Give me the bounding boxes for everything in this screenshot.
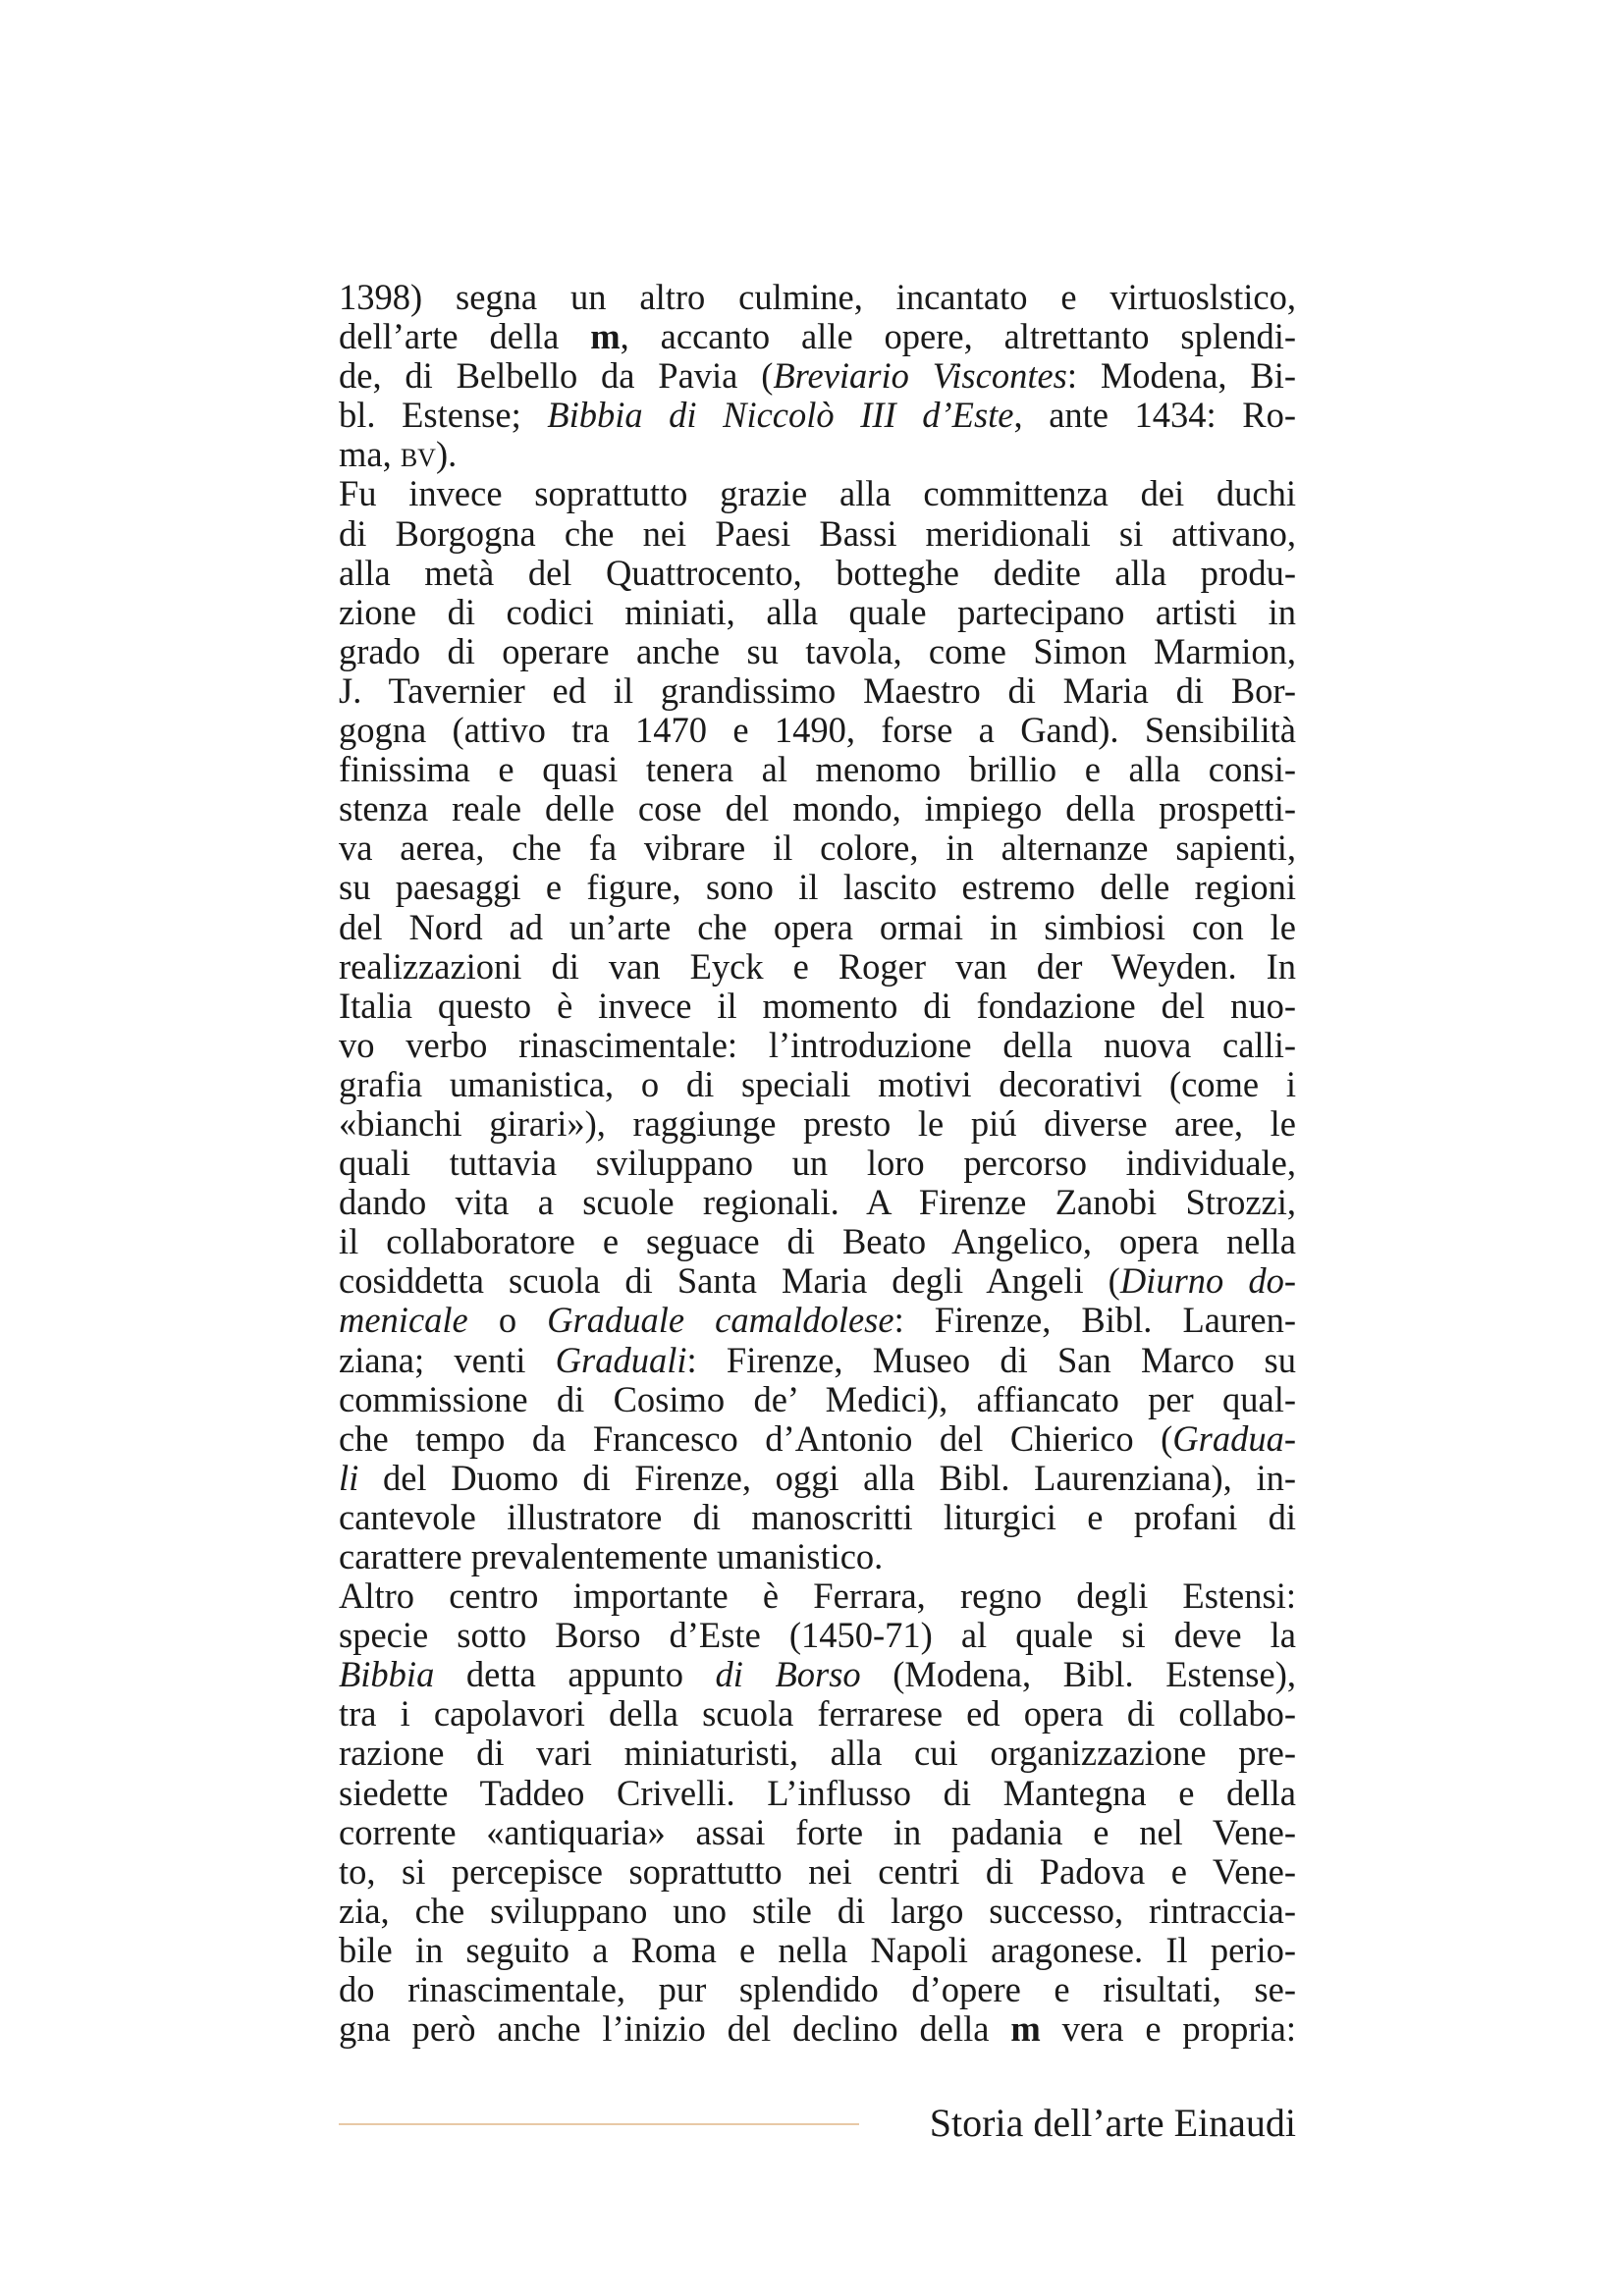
text-run: «bianchi girari»), raggiunge presto le piú diverse aree, le — [339, 1102, 1296, 1144]
text-line — [339, 1852, 1296, 1892]
footer-title: Storia dell’arte Einaudi — [929, 2101, 1296, 2145]
text-run: ziana; venti — [339, 1339, 556, 1380]
text-line — [339, 1104, 1296, 1144]
text-line — [339, 1419, 1296, 1459]
text-run: grado di operare anche su tavola, come Simon Marmion, — [339, 630, 1296, 671]
footer-rule — [339, 2123, 859, 2125]
page-body — [339, 278, 1296, 2049]
text-run: J. Tavernier ed il grandissimo Maestro di Maria di Bor- — [339, 669, 1296, 711]
text-run: stenza reale delle cose del mondo, impiego della prospetti- — [339, 788, 1296, 829]
text-line — [339, 1261, 1296, 1301]
text-run: Fu invece soprattutto grazie alla committenza dei duchi — [339, 473, 1296, 514]
text-run: realizzazioni di van Eyck e Roger van der Weyden. In — [339, 945, 1296, 987]
text-line — [339, 1734, 1296, 1773]
text-line — [339, 1026, 1296, 1065]
text-line — [339, 711, 1296, 750]
text-line — [339, 1380, 1296, 1419]
text-run: , accanto alle opere, altrettanto splendi- — [620, 316, 1296, 357]
text-run: di Borgogna che nei Paesi Bassi meridionali si attivano, — [339, 512, 1296, 554]
footer — [339, 2101, 1296, 2150]
text-line — [339, 1537, 1296, 1576]
text-run: del Duomo di Firenze, oggi alla Bibl. Laurenziana), in- — [358, 1457, 1296, 1498]
text-run: do rinascimentale, pur splendido d’opere e risultati, se- — [339, 1969, 1296, 2010]
italic-text: Diurno do- — [1119, 1260, 1297, 1302]
text-line — [339, 1813, 1296, 1852]
text-run: va aerea, che fa vibrare il colore, in alternanze sapienti, — [339, 828, 1296, 869]
text-run: gna però anche l’inizio del declino della — [339, 2008, 1011, 2050]
text-run: specie sotto Borso d’Este (1450-71) al quale si deve la — [339, 1615, 1296, 1656]
text-run: : Firenze, Museo di San Marco su — [686, 1339, 1296, 1380]
text-line — [339, 2009, 1296, 2049]
text-line — [339, 1301, 1296, 1340]
text-line — [339, 1144, 1296, 1183]
text-run: gogna (attivo tra 1470 e 1490, forse a Gand). Sensibilità — [339, 710, 1296, 751]
text-line — [339, 435, 1296, 474]
text-run: Altro centro importante è Ferrara, regno degli Estensi: — [339, 1575, 1296, 1617]
text-line — [339, 868, 1296, 907]
text-run: (Modena, Bibl. Estense), — [860, 1654, 1296, 1695]
text-run: detta appunto — [434, 1654, 716, 1695]
text-run: vo verbo rinascimentale: l’introduzione della nuova calli- — [339, 1024, 1296, 1065]
text-line — [339, 632, 1296, 671]
text-run: vera e propria: — [1040, 2008, 1296, 2050]
text-run: cosiddetta scuola di Santa Maria degli Angeli ( — [339, 1260, 1120, 1302]
text-run: finissima e quasi tenera al menomo brillio e alla consi- — [339, 749, 1296, 790]
text-run: o — [467, 1300, 548, 1341]
text-line — [339, 947, 1296, 987]
italic-text: di Borso — [715, 1654, 861, 1695]
text-line — [339, 1576, 1296, 1616]
text-run: grafia umanistica, o di speciali motivi decorativi (come i — [339, 1063, 1296, 1104]
italic-text: Gradua- — [1172, 1417, 1296, 1459]
small-caps-abbrev: bv — [400, 434, 436, 475]
italic-text: Graduali — [555, 1339, 687, 1380]
text-line — [339, 356, 1296, 396]
text-run: cantevole illustratore di manoscritti liturgici e profani di — [339, 1496, 1296, 1537]
italic-text: li — [339, 1457, 359, 1498]
text-run: 1398) segna un altro culmine, incantato e virtuoslstico, — [339, 277, 1296, 317]
text-line — [339, 1655, 1296, 1694]
text-run: ). — [435, 434, 458, 475]
text-line — [339, 474, 1296, 513]
text-run: : Firenze, Bibl. Lauren- — [893, 1300, 1296, 1341]
text-line — [339, 1065, 1296, 1104]
text-run: alla metà del Quattrocento, botteghe dedite alla produ- — [339, 552, 1296, 593]
text-run: to, si percepisce soprattutto nei centri di Padova e Vene- — [339, 1850, 1296, 1892]
text-line — [339, 1694, 1296, 1734]
text-run: commissione di Cosimo de’ Medici), affiancato per qual- — [339, 1378, 1296, 1419]
text-run: Italia questo è invece il momento di fondazione del nuo- — [339, 985, 1296, 1026]
text-line — [339, 987, 1296, 1026]
italic-text: Bibbia — [339, 1654, 435, 1695]
text-run: dell’arte della — [339, 316, 591, 357]
text-run: razione di vari miniaturisti, alla cui organizzazione pre- — [339, 1733, 1296, 1774]
italic-text: menicale — [339, 1300, 468, 1341]
text-line — [339, 1774, 1296, 1813]
text-run: , ante 1434: Ro- — [1013, 395, 1296, 436]
text-run: che tempo da Francesco d’Antonio del Chierico ( — [339, 1417, 1173, 1459]
text-line — [339, 1341, 1296, 1380]
text-run: de, di Belbello da Pavia ( — [339, 355, 774, 397]
text-line — [339, 514, 1296, 554]
text-run: bl. Estense; — [339, 395, 548, 436]
text-line — [339, 1970, 1296, 2009]
text-line — [339, 554, 1296, 593]
bold-entry-abbrev: m — [1010, 2008, 1041, 2050]
text-line — [339, 750, 1296, 789]
text-run: ma, — [339, 434, 401, 475]
text-run: dando vita a scuole regionali. A Firenze Zanobi Strozzi, — [339, 1182, 1296, 1223]
text-line — [339, 1498, 1296, 1537]
text-line — [339, 1222, 1296, 1261]
bold-entry-abbrev: m — [590, 316, 621, 357]
text-run: su paesaggi e figure, sono il lascito estremo delle regioni — [339, 867, 1296, 908]
text-line — [339, 828, 1296, 868]
text-line — [339, 1459, 1296, 1498]
text-line — [339, 908, 1296, 947]
italic-text: Bibbia di Niccolò III d’Este — [547, 395, 1014, 436]
text-run: zia, che sviluppano uno stile di largo successo, rintraccia- — [339, 1890, 1296, 1931]
text-run: quali tuttavia sviluppano un loro percorso individuale, — [339, 1143, 1296, 1184]
text-run: corrente «antiquaria» assai forte in padania e nel Vene- — [339, 1811, 1296, 1852]
text-line — [339, 278, 1296, 317]
text-run: del Nord ad un’arte che opera ormai in simbiosi con le — [339, 906, 1296, 947]
text-line — [339, 396, 1296, 435]
text-line — [339, 1616, 1296, 1655]
text-line — [339, 1892, 1296, 1931]
text-run: carattere prevalentemente umanistico. — [339, 1536, 884, 1576]
text-line — [339, 1183, 1296, 1222]
text-run: tra i capolavori della scuola ferrarese ed opera di collabo- — [339, 1693, 1296, 1735]
text-line — [339, 671, 1296, 711]
italic-text: Breviario Viscontes — [773, 355, 1067, 397]
text-line — [339, 789, 1296, 828]
italic-text: Graduale camaldolese — [547, 1300, 894, 1341]
text-run: zione di codici miniati, alla quale partecipano artisti in — [339, 591, 1296, 632]
text-run: : Modena, Bi- — [1066, 355, 1296, 397]
text-line — [339, 317, 1296, 356]
text-line — [339, 593, 1296, 632]
text-run: siedette Taddeo Crivelli. L’influsso di Mantegna e della — [339, 1772, 1296, 1813]
text-run: bile in seguito a Roma e nella Napoli aragonese. Il perio- — [339, 1929, 1296, 1970]
text-run: il collaboratore e seguace di Beato Angelico, opera nella — [339, 1221, 1296, 1262]
text-line — [339, 1931, 1296, 1970]
